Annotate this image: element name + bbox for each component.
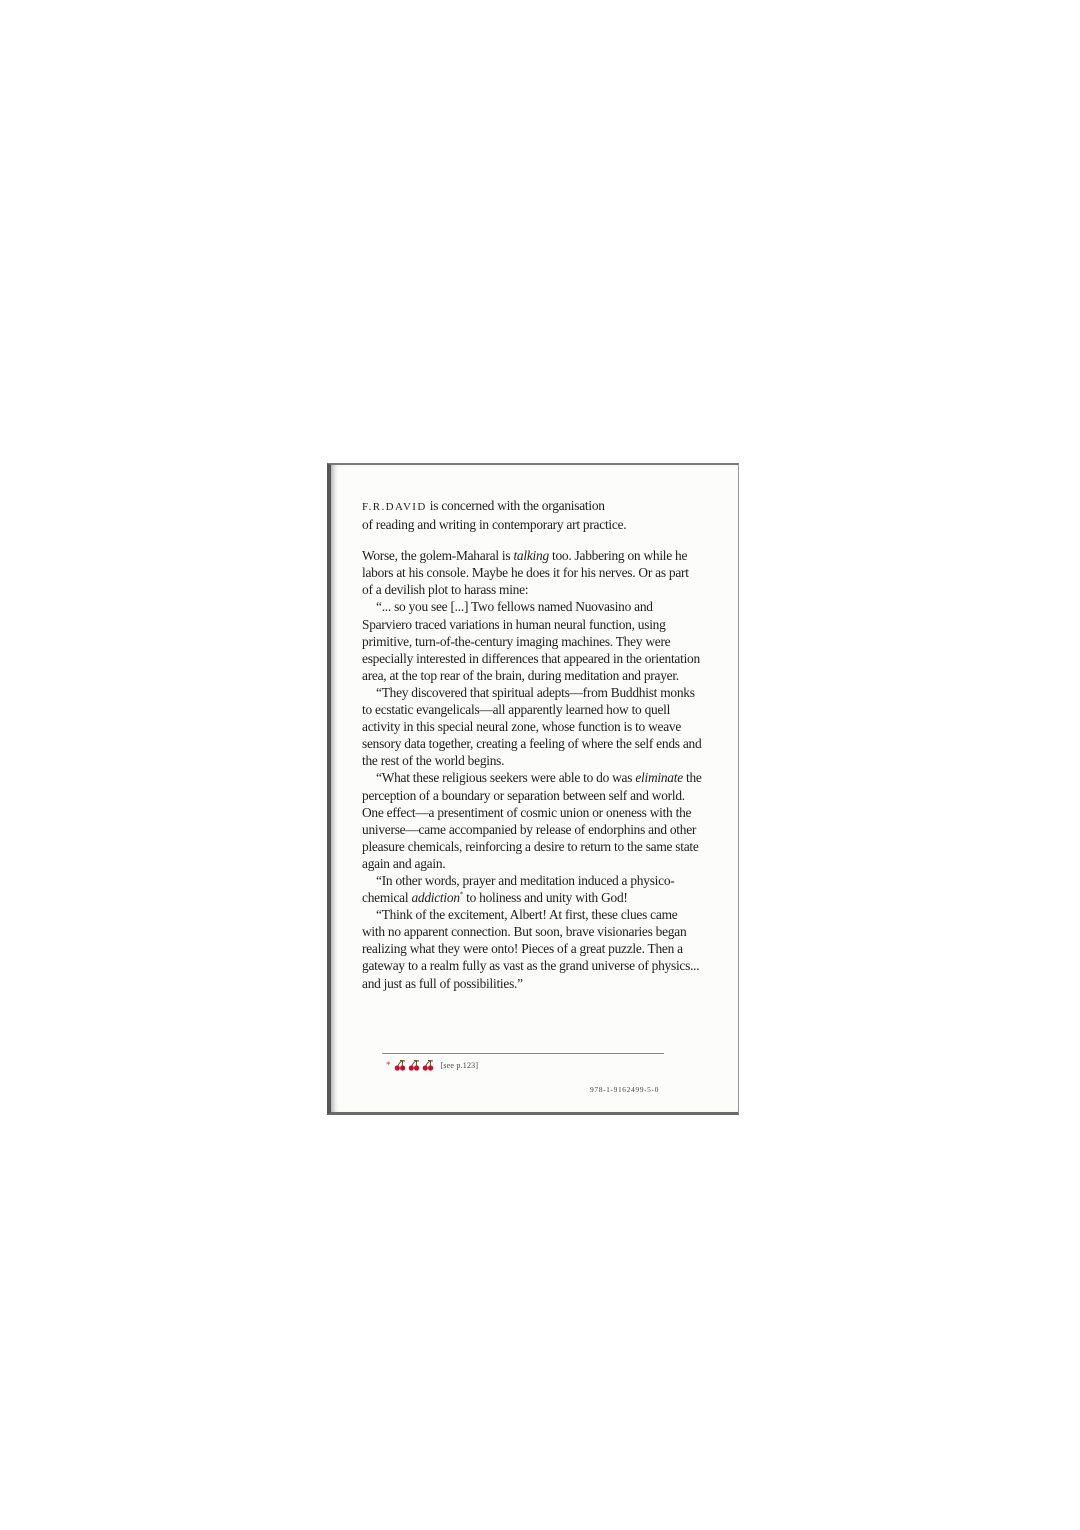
- footnote: [386, 1059, 478, 1071]
- isbn: 978-1-9162499-5-0: [590, 1085, 659, 1094]
- paragraph-4-italic: eliminate: [635, 770, 683, 786]
- paragraph-4-start: “What these religious seekers were able to do was: [376, 770, 636, 786]
- paragraph-4: [362, 769, 702, 872]
- paragraph-3: “They discovered that spiritual adepts—from Buddhist monks to ecstatic evangelicals—all apparently learned how to quell activity in this special neural zone, whose function is to weave sensory data together, creating a feeling of where the self ends and the rest of the world begins.: [362, 684, 702, 769]
- footnote-marker: *: [459, 890, 464, 899]
- paragraph-1: [362, 547, 702, 598]
- footnote-reference: [see p.123]: [440, 1060, 479, 1070]
- paragraph-4-end: the perception of a boundary or separation between self and world. One effect—a presentiment of cosmic union or oneness with the universe—came accompanied by release of endorphins and other pleasure chemicals, reinforcing a desire to return to the same state again and again.: [362, 770, 702, 871]
- paragraph-6: “Think of the excitement, Albert! At first, these clues came with no apparent connection. But soon, brave visionaries began realizing what they were onto! Pieces of a great puzzle. Then a gateway to a realm fully as vast as the grand universe of physics... and just as full of possibilities.”: [362, 907, 700, 991]
- paragraph-5-start: “In other words, prayer and meditation induced a physico-chemical: [362, 872, 675, 906]
- paragraph-5: [362, 872, 702, 906]
- intro-line2: of reading and writing in contemporary art practice.: [362, 517, 627, 533]
- cherry-icon: [408, 1059, 420, 1071]
- intro-line1: is concerned with the organisation: [426, 498, 605, 513]
- paragraph-1-start: Worse, the golem-Maharal is: [362, 548, 514, 564]
- paragraph-5-end: to holiness and unity with God!: [463, 890, 628, 906]
- paragraph-5-italic: addiction: [411, 890, 460, 906]
- cherry-icon: [422, 1059, 434, 1071]
- cherry-icon: [394, 1059, 406, 1071]
- author-name: F.R.DAVID: [362, 501, 427, 513]
- cover-text: [362, 497, 702, 992]
- footnote-divider: [382, 1053, 664, 1054]
- cherry-icon-group: [394, 1059, 434, 1071]
- footnote-mark: *: [386, 1060, 391, 1070]
- book-back-cover: [327, 463, 739, 1115]
- author-intro: [362, 497, 702, 533]
- paragraph-2: “... so you see [...] Two fellows named Nuovasino and Sparviero traced variations in human neural function, using primitive, turn-of-the-century imaging machines. They were especially interested in differences that appeared in the orientation area, at the top rear of the brain, during meditation and prayer.: [362, 599, 700, 683]
- paragraph-1-italic: talking: [513, 548, 549, 564]
- paragraph-1-end: too. Jabbering on while he labors at his console. Maybe he does it for his nerves. Or as part of a devilish plot to harass mine:: [362, 548, 689, 598]
